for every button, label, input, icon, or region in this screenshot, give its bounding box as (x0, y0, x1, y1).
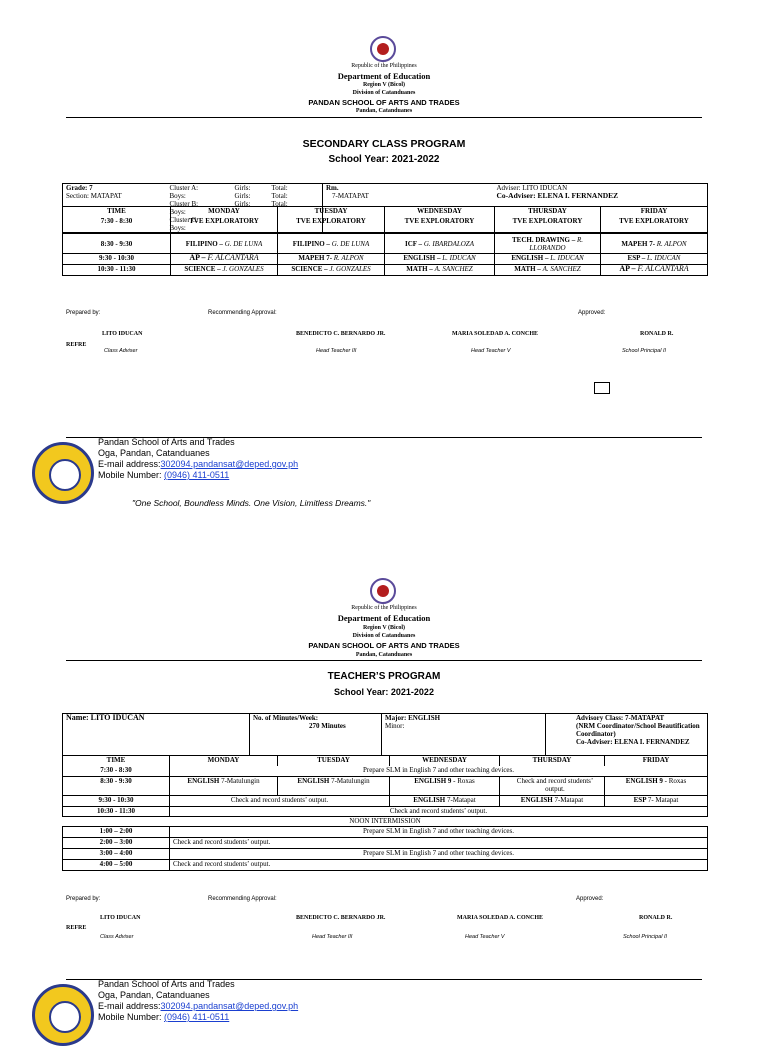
teacher-row-1 (63, 766, 708, 777)
advisory-cell (546, 714, 708, 756)
minutes-label: No. of Minutes/Week: (253, 714, 319, 722)
subject-name: ESP – (627, 254, 647, 262)
region-text: Region V (Bicol) (362, 625, 406, 631)
teacher-name: J. GONZALES (222, 265, 264, 273)
teacher-name: R. LLORANDO (529, 235, 583, 252)
subject-name: MATH – (514, 265, 543, 273)
footer-block (98, 979, 298, 1023)
teacher-name: G. DE LUNA (331, 239, 370, 248)
teacher-name-cell: Name: LITO IDUCAN (63, 714, 250, 756)
subject-name: FILIPINO – (292, 239, 332, 248)
cluster-c-text: Cluster C: Boys: (169, 216, 199, 232)
teacher-name: F. ALCANTARA (637, 264, 689, 273)
girls-label-c: Girls: (234, 200, 251, 208)
signatory-role: Head Teacher V (471, 348, 511, 354)
prepared-by-label: Prepared by: (66, 896, 101, 902)
section-name: - Roxas (453, 777, 475, 785)
time-cell: 1:00 – 2:00 (63, 827, 170, 838)
subject-name: MATH – (406, 265, 435, 273)
subject-name: ENGLISH (413, 796, 447, 804)
cluster-a-text: Cluster A: Boys: (169, 184, 199, 200)
total-label-c: Total: (271, 200, 288, 208)
time-cell: 9:30 - 10:30 (63, 254, 171, 265)
teacher-program-year: School Year: 2021-2022 (334, 687, 434, 697)
activity-cell (605, 796, 708, 807)
footer-school: Pandan School of Arts and Trades (98, 437, 235, 447)
minor-text: Minor: (385, 722, 405, 730)
class-schedule-table (62, 206, 708, 276)
time-cell: 8:30 - 9:30 (63, 777, 170, 796)
republic-text: Republic of the Philippines (351, 605, 417, 611)
time-cell: 7:30 - 8:30 (63, 217, 171, 234)
activity-cell: Prepare SLM in English 7 and other teaching devices. (170, 827, 708, 838)
subject-cell (385, 234, 495, 254)
teacher-name: F. ALCANTARA (207, 253, 259, 262)
teacher-name: G. IBARDALOZA (423, 239, 474, 248)
school-logo-icon (32, 984, 94, 1046)
girls-label-a: Girls: (234, 184, 251, 192)
subject-cell (601, 254, 708, 265)
deped-seal-icon (370, 36, 396, 62)
subject-cell (495, 265, 601, 276)
footer-mobile-line (98, 1012, 298, 1023)
teacher-schedule-header (63, 756, 708, 766)
col-friday: FRIDAY (601, 207, 708, 217)
time-cell: 2:00 – 3:00 (63, 838, 170, 849)
subject-cell (278, 234, 385, 254)
activity-cell (278, 777, 390, 796)
activity-cell (390, 796, 500, 807)
subject-name: TECH. DRAWING – (512, 235, 577, 244)
subject-name: ENGLISH – (403, 254, 443, 262)
subject-name: AP – (189, 253, 208, 262)
signatory-name-wrap: REFRE (66, 342, 87, 348)
room-value: 7-MATAPAT (332, 192, 369, 200)
department-text: Department of Education (337, 71, 431, 81)
activity-cell: Prepare SLM in English 7 and other teaching devices. (170, 766, 708, 777)
section-name: 7- Matapat (647, 796, 679, 804)
signatory-role: Head Teacher III (312, 934, 353, 940)
signatory-name: LITO IDUCAN (100, 915, 141, 921)
subject-name: SCIENCE – (184, 265, 223, 273)
class-row-3 (63, 254, 708, 265)
signatory-role: Head Teacher V (465, 934, 505, 940)
teacher-name: A. SANCHEZ (434, 265, 473, 273)
major-text: Major: ENGLISH (385, 714, 441, 722)
class-program-year: School Year: 2021-2022 (328, 154, 440, 165)
mobile-label: Mobile Number: (98, 470, 165, 480)
grade-text: Grade: 7 (66, 184, 93, 192)
teacher-name: R. ALPON (333, 254, 364, 262)
teacher-row-2 (63, 777, 708, 796)
footer-email-line (98, 1001, 298, 1012)
subject-name: FILIPINO – (185, 239, 225, 248)
class-row-4 (63, 265, 708, 276)
teacher-name: A. SANCHEZ (542, 265, 581, 273)
school-name: PANDAN SCHOOL OF ARTS AND TRADES (308, 98, 460, 107)
footer-address: Oga, Pandan, Catanduanes (98, 448, 210, 458)
division-text: Division of Catanduanes (352, 90, 416, 96)
time-cell: 10:30 - 11:30 (63, 265, 171, 276)
subject-name: ENGLISH – (511, 254, 551, 262)
header-rule (66, 117, 702, 118)
time-cell: 3:00 – 4:00 (63, 849, 170, 860)
activity-cell: Prepare SLM in English 7 and other teaching devices. (170, 849, 708, 860)
prepared-by-label: Prepared by: (66, 310, 101, 316)
teacher-row-pm-1 (63, 827, 708, 838)
school-name: PANDAN SCHOOL OF ARTS AND TRADES (308, 641, 460, 650)
signatory-role: Class Adviser (104, 348, 138, 354)
teacher-name: G. DE LUNA (224, 239, 263, 248)
class-row-2 (63, 234, 708, 254)
signatory-name: RONALD R. (639, 915, 673, 921)
minutes-cell (250, 714, 382, 756)
email-label: E-mail address: (98, 1001, 161, 1011)
recommending-label: Recommending Approval: (208, 310, 277, 316)
col-friday: FRIDAY (605, 756, 708, 766)
checkbox-icon (594, 382, 610, 394)
teacher-name: R. ALPON (656, 239, 687, 248)
town-text: Pandan, Catanduanes (355, 108, 413, 114)
adviser-text: Adviser: LITO IDUCAN (496, 184, 568, 192)
cluster-b-text: Cluster B: Boys: (169, 200, 199, 216)
col-tuesday: TUESDAY (278, 756, 390, 766)
subject-cell: TVE EXPLORATORY (171, 217, 278, 234)
time-cell: 4:00 – 5:00 (63, 860, 170, 871)
teacher-row-pm-2 (63, 838, 708, 849)
school-logo-icon (32, 442, 94, 504)
activity-cell (605, 777, 708, 796)
signatory-name: BENEDICTO C. BERNARDO JR. (296, 331, 386, 337)
col-thursday: THURSDAY (495, 207, 601, 217)
mobile-link[interactable]: (0946) 411-0511 (164, 1012, 230, 1022)
activity-cell: Check and record students’ output. (170, 807, 708, 817)
col-time: TIME (63, 207, 171, 217)
teacher-name: L. IDUCAN (442, 254, 476, 262)
footer-block (98, 437, 298, 481)
teacher-row-pm-4 (63, 860, 708, 871)
subject-cell (171, 254, 278, 265)
town-text: Pandan, Catanduanes (355, 652, 413, 658)
subject-cell (171, 265, 278, 276)
col-wednesday: WEDNESDAY (390, 756, 500, 766)
girls-label-b: Girls: (234, 192, 251, 200)
subject-cell: TVE EXPLORATORY (278, 217, 385, 234)
class-schedule-header (63, 207, 708, 217)
nrm-text: (NRM Coordinator/School Beautification Coordinator) (576, 722, 700, 738)
class-program-title: SECONDARY CLASS PROGRAM (302, 138, 466, 150)
teacher-row-4 (63, 807, 708, 817)
activity-cell (390, 777, 500, 796)
activity-cell (500, 796, 605, 807)
signatory-name: MARIA SOLEDAD A. CONCHE (452, 331, 539, 337)
activity-cell: Check and record students’ output. (170, 838, 708, 849)
division-text: Division of Catanduanes (352, 633, 416, 639)
section-name: 7-Matapat (446, 796, 476, 804)
subject-cell: TVE EXPLORATORY (601, 217, 708, 234)
activity-cell: Check and record students’ output. (170, 860, 708, 871)
email-link[interactable]: 302094.pandansat@deped.gov.ph (160, 1001, 299, 1011)
noon-intermission: NOON INTERMISSION (63, 817, 708, 827)
subject-cell (601, 265, 708, 276)
col-monday: MONDAY (170, 756, 278, 766)
footer-address: Oga, Pandan, Catanduanes (98, 990, 210, 1000)
subject-cell (495, 254, 601, 265)
signatory-role: Class Adviser (100, 934, 134, 940)
mobile-label: Mobile Number: (98, 1012, 165, 1022)
section-name: 7-Matapat (554, 796, 584, 804)
major-cell (382, 714, 546, 756)
teacher-name: J. GONZALES (329, 265, 371, 273)
email-label: E-mail address: (98, 459, 161, 469)
subject-cell (278, 265, 385, 276)
advisory-text: Advisory Class: 7-MATAPAT (576, 714, 665, 722)
subject-cell (385, 254, 495, 265)
republic-text: Republic of the Philippines (351, 63, 417, 69)
teacher-program-title: TEACHER’S PROGRAM (327, 671, 441, 682)
approved-label: Approved: (576, 896, 604, 902)
subject-cell: TVE EXPLORATORY (495, 217, 601, 234)
subject-cell (385, 265, 495, 276)
subject-cell: TVE EXPLORATORY (385, 217, 495, 234)
header-rule (66, 660, 702, 661)
teacher-name: L. IDUCAN (647, 254, 681, 262)
minutes-value: 270 Minutes (309, 722, 346, 730)
section-name: 7-Matulungin (331, 777, 370, 785)
signatory-name: LITO IDUCAN (102, 331, 143, 337)
school-motto: "One School, Boundless Minds. One Vision, Limitless Dreams." (132, 498, 371, 508)
time-cell: 9:30 - 10:30 (63, 796, 170, 807)
subject-cell (495, 234, 601, 254)
activity-cell: Check and record students’ output. (170, 796, 390, 807)
footer-email-line (98, 459, 298, 470)
total-label-a: Total: (271, 184, 288, 192)
subject-name: ICF – (405, 239, 424, 248)
subject-cell (601, 234, 708, 254)
footer-mobile-line (98, 470, 298, 481)
col-tuesday: TUESDAY (278, 207, 385, 217)
co-adviser-text: Co-Adviser: ELENA I. FERNANDEZ (576, 738, 690, 746)
total-label-b: Total: (271, 192, 288, 200)
noon-row (63, 817, 708, 827)
department-text: Department of Education (337, 613, 431, 623)
subject-name: SCIENCE – (291, 265, 330, 273)
region-text: Region V (Bicol) (362, 82, 406, 88)
signatory-name-wrap: REFRE (66, 925, 87, 931)
col-wednesday: WEDNESDAY (385, 207, 495, 217)
room-label: Rm. (326, 184, 339, 192)
recommending-label: Recommending Approval: (208, 896, 277, 902)
teacher-row-3 (63, 796, 708, 807)
co-adviser-text: Co-Adviser: ELENA I. FERNANDEZ (496, 191, 619, 200)
col-time: TIME (63, 756, 170, 766)
subject-name: ENGLISH (187, 777, 222, 785)
signatory-role: School Principal II (622, 348, 667, 354)
teacher-schedule-table (62, 755, 708, 871)
signatory-name: MARIA SOLEDAD A. CONCHE (457, 915, 544, 921)
subject-name: ESP (633, 796, 648, 804)
col-thursday: THURSDAY (500, 756, 605, 766)
subject-name: ENGLISH (520, 796, 555, 804)
section-name: - Roxas (664, 777, 687, 785)
signatory-name: BENEDICTO C. BERNARDO JR. (296, 915, 386, 921)
class-row-1 (63, 217, 708, 234)
col-monday: MONDAY (171, 207, 278, 217)
subject-name: MAPEH 7- (621, 239, 657, 248)
time-cell: 8:30 - 9:30 (63, 234, 171, 254)
mobile-link[interactable]: (0946) 411-0511 (164, 470, 230, 480)
email-link[interactable]: 302094.pandansat@deped.gov.ph (160, 459, 299, 469)
activity-cell (170, 777, 278, 796)
signatory-name: RONALD R. (640, 331, 674, 337)
subject-name: ENGLISH (297, 777, 332, 785)
approved-label: Approved: (578, 310, 606, 316)
teacher-info-table (62, 713, 708, 756)
footer-school: Pandan School of Arts and Trades (98, 979, 235, 989)
teacher-name: L. IDUCAN (550, 254, 584, 262)
teacher-row-pm-3 (63, 849, 708, 860)
signatory-role: School Principal II (623, 934, 668, 940)
subject-name: AP – (619, 264, 638, 273)
section-name: 7-Matulungin (221, 777, 260, 785)
section-text: Section: MATAPAT (66, 192, 122, 200)
subject-name: MAPEH 7- (298, 254, 334, 262)
subject-cell (171, 234, 278, 254)
activity-cell: Check and record students’ output. (500, 777, 605, 796)
deped-seal-icon (370, 578, 396, 604)
time-cell: 10:30 - 11:30 (63, 807, 170, 817)
subject-name: ENGLISH 9 (625, 777, 665, 785)
subject-name: ENGLISH 9 (414, 777, 454, 785)
subject-cell (278, 254, 385, 265)
signatory-role: Head Teacher III (316, 348, 357, 354)
time-cell: 7:30 - 8:30 (63, 766, 170, 777)
